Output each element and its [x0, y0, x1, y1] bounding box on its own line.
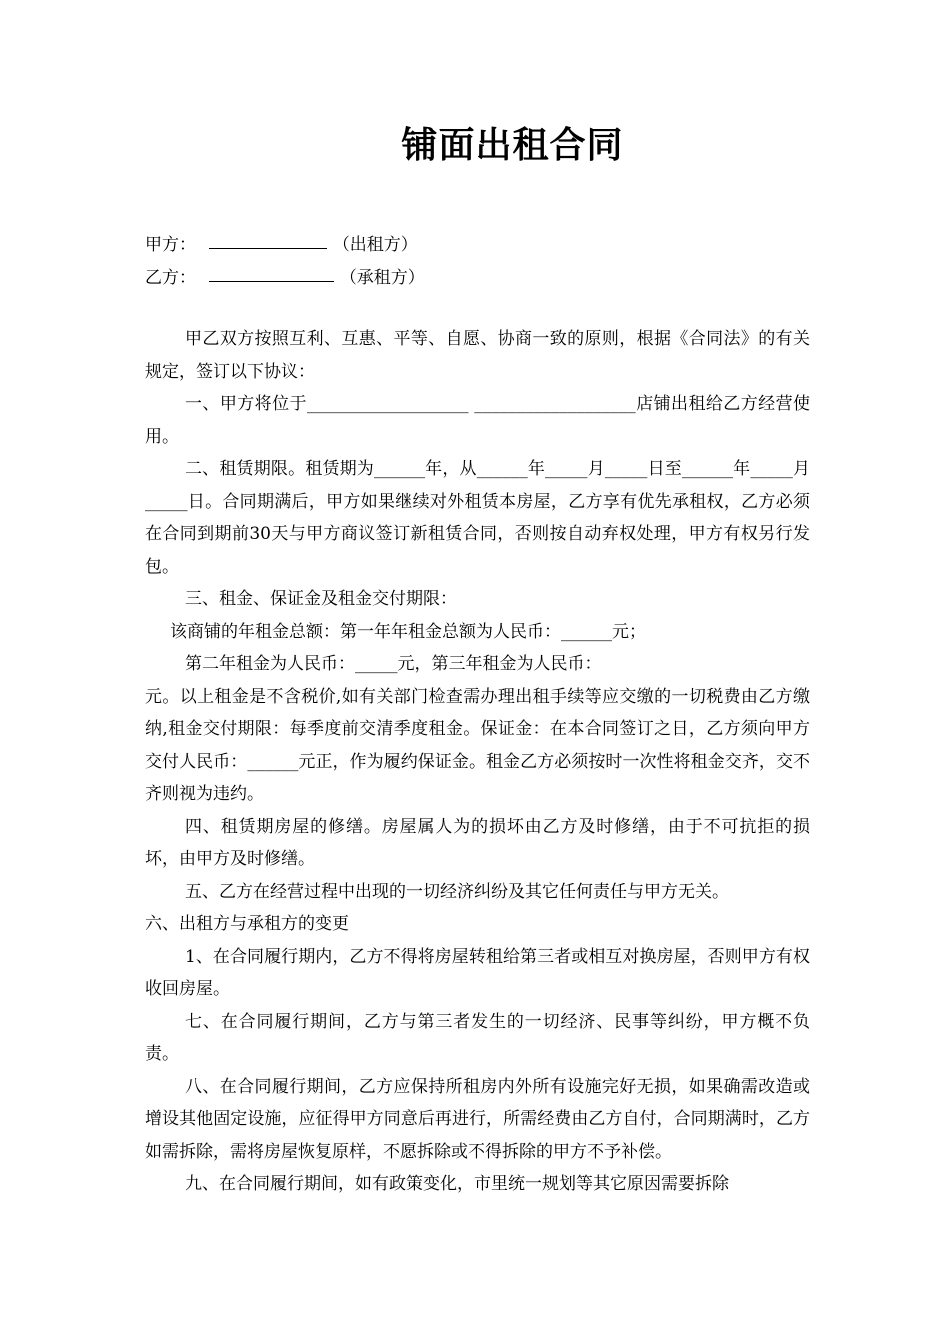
paragraph-rent-year-1: 该商铺的年租金总额：第一年年租金总额为人民币：______元；	[170, 621, 646, 642]
party-a-role: （出租方）	[332, 235, 418, 255]
party-b-label: 乙方：	[145, 268, 196, 288]
paragraph-clause-1: 一、甲方将位于___________________ ___________________店铺出租给乙方经营使用。	[145, 394, 810, 447]
paragraph-clause-2: 二、租赁期限。租赁期为______年，从______年_____月_____日至______年_____月_____日。合同期满后，甲方如果继续对外租赁本房屋，乙方享有优先承租权，乙方必须在合同到期前30天与甲方商议签订新租赁合同，否则按自动弃权处理，甲方有权另行发包。	[145, 459, 810, 577]
paragraph-clause-7: 七、在合同履行期间，乙方与第三者发生的一切经济、民事等纠纷，甲方概不负责。	[145, 1011, 810, 1064]
party-b-role: （承租方）	[339, 268, 425, 288]
paragraph-rent-terms: 元。以上租金是不含税价,如有关部门检查需办理出租手续等应交缴的一切税费由乙方缴纳,租金交付期限：每季度前交清季度租金。保证金：在本合同签订之日，乙方须向甲方交付人民币：______元正，作为履约保证金。租金乙方必须按时一次性将租金交齐，交不齐则视为违约。	[145, 686, 810, 804]
paragraph-clause-5: 五、乙方在经营过程中出现的一切经济纠纷及其它任何责任与甲方无关。	[185, 881, 729, 902]
paragraph-rent-year-2-3: 第二年租金为人民币：_____元，第三年租金为人民币：	[185, 654, 602, 674]
paragraph-clause-3: 三、租金、保证金及租金交付期限：	[185, 589, 457, 609]
paragraph-clause-6-1: 1、在合同履行期内，乙方不得将房屋转租给第三者或相互对换房屋，否则甲方有权收回房屋。	[145, 946, 810, 999]
paragraph-clause-9: 九、在合同履行期间，如有政策变化，市里统一规划等其它原因需要拆除	[185, 1174, 729, 1194]
party-a-blank	[209, 230, 327, 249]
paragraph-intro: 甲乙双方按照互利、互惠、平等、自愿、协商一致的原则，根据《合同法》的有关规定，签订以下协议：	[145, 329, 810, 382]
contract-body	[145, 323, 810, 1201]
paragraph-clause-6: 六、出租方与承租方的变更	[145, 914, 349, 934]
paragraph-clause-4: 四、租赁期房屋的修缮。房屋属人为的损坏由乙方及时修缮，由于不可抗拒的损坏，由甲方及时修缮。	[145, 816, 810, 869]
party-b-line	[145, 263, 425, 293]
party-b-blank	[209, 263, 334, 282]
party-a-label: 甲方：	[145, 235, 196, 255]
document-title: 铺面出租合同	[401, 124, 624, 166]
paragraph-clause-8: 八、在合同履行期间，乙方应保持所租房内外所有设施完好无损，如果确需改造或增设其他固定设施，应征得甲方同意后再进行，所需经费由乙方自付，合同期满时，乙方如需拆除，需将房屋恢复原样，不愿拆除或不得拆除的甲方不予补偿。	[145, 1076, 810, 1162]
party-a-line	[145, 230, 418, 260]
